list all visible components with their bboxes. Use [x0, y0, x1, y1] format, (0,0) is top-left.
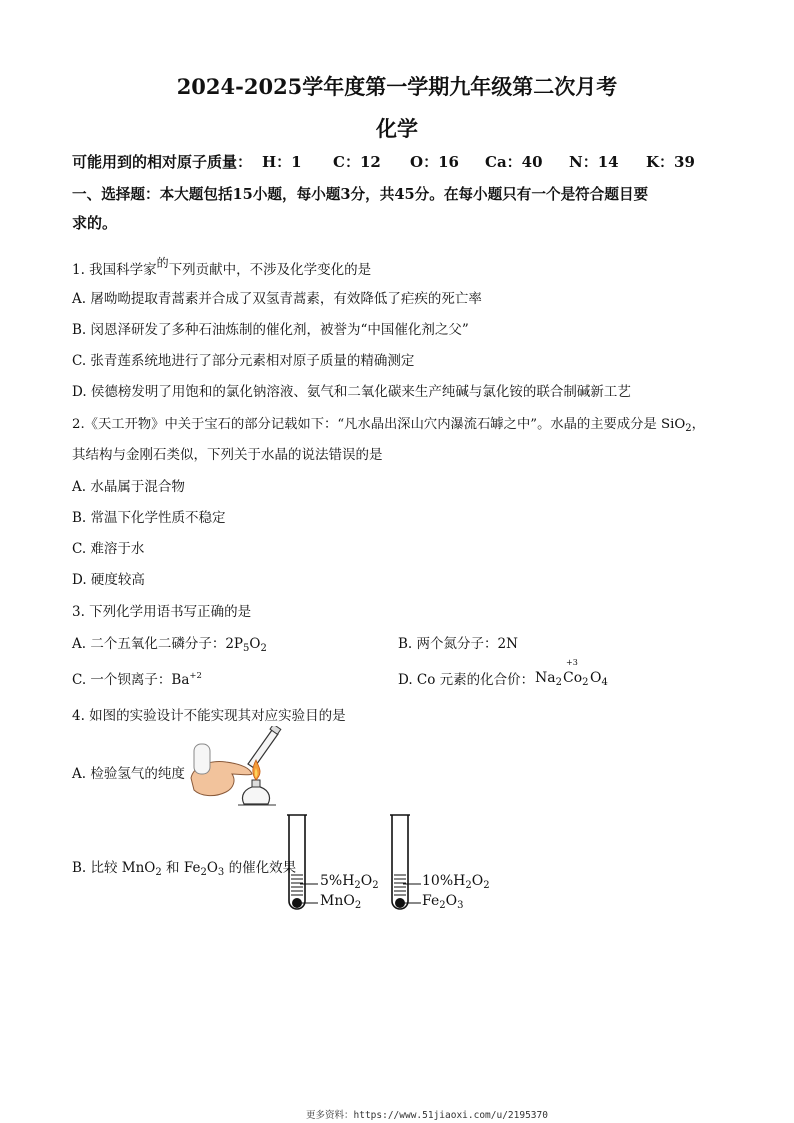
q3-option-c-sup: +2 [189, 671, 202, 681]
hand-icon [191, 744, 252, 796]
q2-stem-sub: 2 [685, 423, 692, 434]
q1-stem-part-b: 下列贡献中，不涉及化学变化的是 [168, 262, 372, 278]
formula-o: $O_4$ [590, 670, 608, 688]
tube-2-pointers [403, 876, 423, 916]
q1-option-a: A. 屠呦呦提取青蒿素并合成了双氢青蒿素，有效降低了疟疾的死亡率 [72, 291, 482, 307]
q2-stem-line1 [72, 413, 705, 434]
q2-option-c: C. 难溶于水 [72, 541, 145, 557]
q4-option-a: A. 检验氢气的纯度 [72, 766, 185, 782]
atomic-mass-k: K：39 [646, 153, 695, 171]
q3-option-a-o: O [249, 636, 261, 652]
q3-stem: 3. 下列化学用语书写正确的是 [72, 604, 252, 620]
section-heading-line2: 求的。 [72, 214, 118, 232]
hydrogen-purity-test-image [186, 726, 296, 808]
q3-option-a-sub2: 2 [260, 643, 267, 654]
q1-option-b: B. 闵恩泽研发了多种石油炼制的催化剂，被誉为“中国催化剂之父” [72, 322, 469, 338]
atomic-mass-ca: Ca：40 [485, 153, 543, 171]
tube-2-solid-label: $Fe_2O_3$ [422, 893, 464, 911]
q2-stem-text: 2.《天工开物》中关于宝石的部分记载如下：“凡水晶出深山穴内瀑流石罅之中”。水晶的主要成分是 SiO [72, 417, 686, 432]
q3-option-a-sub1: 5 [243, 643, 250, 654]
q2-stem-end: ， [691, 417, 705, 432]
tube-1-pointers [300, 876, 320, 916]
q1-stem [72, 254, 371, 278]
q1-stem-de: 的 [156, 256, 169, 270]
atomic-mass-c: C：12 [333, 153, 381, 171]
q3-option-b: B. 两个氮分子：2N [398, 636, 518, 652]
q4-option-b: B. 比较 MnO$_2$ 和 $Fe_2O_3$ 的催化效果 [72, 860, 297, 878]
atomic-mass-n: N：14 [569, 153, 619, 171]
q2-option-a: A. 水晶属于混合物 [72, 479, 185, 495]
tube-1-solid-label: MnO$_2$ [320, 893, 362, 911]
test-tube-icon [248, 726, 281, 768]
valence-label: +3 [566, 658, 578, 667]
tube-1-liquid-label: $5\%H_2O_2$ [320, 873, 379, 891]
q1-stem-part-a: 1. 我国科学家 [72, 262, 157, 278]
atomic-mass-o: O：16 [410, 153, 459, 171]
q3-option-c [72, 668, 202, 688]
exam-title: 2024-2025学年度第一学期九年级第二次月考 [176, 74, 618, 99]
q2-option-d: D. 硬度较高 [72, 572, 145, 588]
formula-na: $Na_2$ [535, 670, 562, 688]
q3-option-a-text: A. 二个五氧化二磷分子：2P [72, 636, 244, 652]
q3-option-a [72, 632, 267, 654]
q1-option-d: D. 侯德榜发明了用饱和的氯化钠溶液、氨气和二氧化碳来生产纯碱与氯化铵的联合制碱新工艺 [72, 384, 631, 400]
q1-option-c: C. 张青莲系统地进行了部分元素相对原子质量的精确测定 [72, 353, 415, 369]
atomic-mass-h: H：1 [262, 153, 302, 171]
q2-option-b: B. 常温下化学性质不稳定 [72, 510, 226, 526]
q3-option-c-text: C. 一个钡离子：Ba [72, 672, 190, 688]
section-heading-line1: 一、选择题：本大题包括15小题，每小题3分，共45分。在每小题只有一个是符合题目要 [72, 186, 649, 203]
formula-co: $Co_2$ [563, 670, 589, 688]
footer-link[interactable]: 更多资料：https://www.51jiaoxi.com/u/2195370 [306, 1110, 548, 1121]
q2-stem-line2: 其结构与金刚石类似，下列关于水晶的说法错误的是 [72, 447, 383, 463]
q4-stem: 4. 如图的实验设计不能实现其对应实验目的是 [72, 708, 346, 724]
tube-2-liquid-label: $10\%H_2O_2$ [422, 873, 490, 891]
subject-title: 化学 [376, 116, 418, 141]
atomic-mass-label: 可能用到的相对原子质量： [72, 153, 253, 171]
q3-option-d-formula [535, 658, 615, 690]
q3-option-d: D. Co 元素的化合价： [398, 672, 535, 688]
